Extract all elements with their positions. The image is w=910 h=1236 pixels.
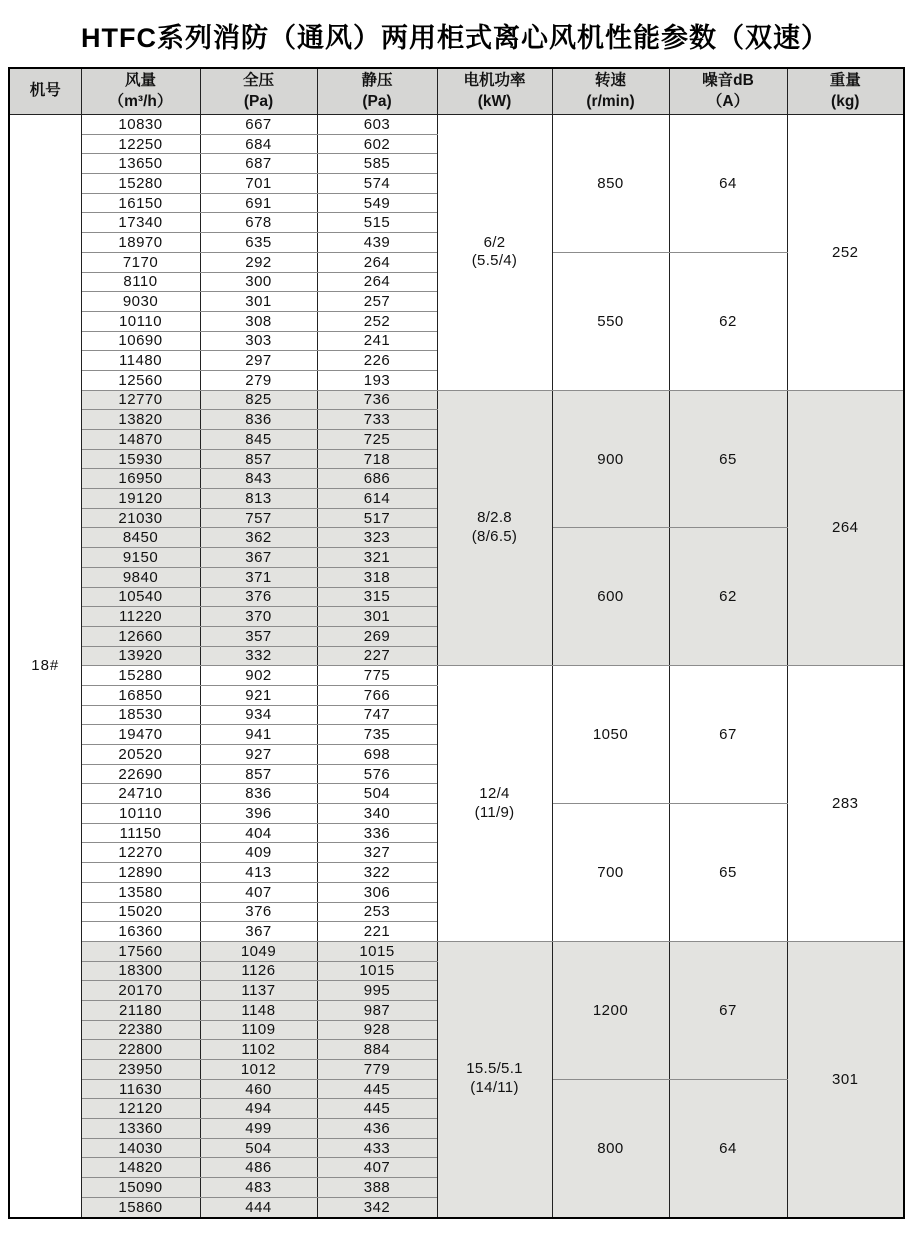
power-cell <box>437 666 552 942</box>
noise-cell: 65 <box>669 804 787 942</box>
flow-cell: 11630 <box>81 1079 200 1099</box>
flow-cell: 15090 <box>81 1178 200 1198</box>
flow-cell: 7170 <box>81 252 200 272</box>
total-pressure-cell: 691 <box>200 193 317 213</box>
flow-cell: 19120 <box>81 489 200 509</box>
flow-cell: 12560 <box>81 370 200 390</box>
total-pressure-cell: 371 <box>200 567 317 587</box>
static-pressure-cell: 221 <box>317 922 437 942</box>
static-pressure-cell: 264 <box>317 252 437 272</box>
flow-cell: 10690 <box>81 331 200 351</box>
flow-cell: 10540 <box>81 587 200 607</box>
total-pressure-cell: 494 <box>200 1099 317 1119</box>
flow-cell: 12250 <box>81 134 200 154</box>
total-pressure-cell: 357 <box>200 626 317 646</box>
static-pressure-cell: 306 <box>317 882 437 902</box>
header-line2: （m³/h） <box>108 92 173 110</box>
flow-cell: 20170 <box>81 981 200 1001</box>
total-pressure-cell: 486 <box>200 1158 317 1178</box>
flow-cell: 24710 <box>81 784 200 804</box>
table-row <box>9 115 904 135</box>
total-pressure-cell: 757 <box>200 508 317 528</box>
flow-cell: 12660 <box>81 626 200 646</box>
noise-cell: 65 <box>669 390 787 528</box>
flow-cell: 11150 <box>81 823 200 843</box>
flow-cell: 8110 <box>81 272 200 292</box>
table-row <box>9 941 904 961</box>
total-pressure-cell: 1109 <box>200 1020 317 1040</box>
page-title: HTFC系列消防（通风）两用柜式离心风机性能参数（双速） <box>81 23 829 53</box>
noise-cell: 64 <box>669 115 787 253</box>
noise-cell: 67 <box>669 941 787 1079</box>
flow-cell: 22800 <box>81 1040 200 1060</box>
static-pressure-cell: 928 <box>317 1020 437 1040</box>
total-pressure-cell: 483 <box>200 1178 317 1198</box>
flow-cell: 12270 <box>81 843 200 863</box>
static-pressure-cell: 269 <box>317 626 437 646</box>
static-pressure-cell: 227 <box>317 646 437 666</box>
total-pressure-cell: 409 <box>200 843 317 863</box>
static-pressure-cell: 321 <box>317 548 437 568</box>
total-pressure-cell: 934 <box>200 705 317 725</box>
total-pressure-cell: 367 <box>200 922 317 942</box>
static-pressure-cell: 340 <box>317 804 437 824</box>
static-pressure-cell: 733 <box>317 410 437 430</box>
total-pressure-cell: 921 <box>200 685 317 705</box>
static-pressure-cell: 504 <box>317 784 437 804</box>
machine-no-cell: 18# <box>9 115 81 1218</box>
total-pressure-cell: 902 <box>200 666 317 686</box>
flow-cell: 13360 <box>81 1119 200 1139</box>
static-pressure-cell: 315 <box>317 587 437 607</box>
flow-cell: 10110 <box>81 311 200 331</box>
total-pressure-cell: 1126 <box>200 961 317 981</box>
weight-cell: 252 <box>787 115 904 391</box>
total-pressure-cell: 301 <box>200 292 317 312</box>
speed-cell: 1050 <box>552 666 669 804</box>
speed-cell: 700 <box>552 804 669 942</box>
static-pressure-cell: 515 <box>317 213 437 233</box>
header-line1: 转速 <box>594 72 626 90</box>
flow-cell: 12890 <box>81 863 200 883</box>
total-pressure-cell: 857 <box>200 764 317 784</box>
flow-cell: 20520 <box>81 745 200 765</box>
speed-cell: 850 <box>552 115 669 253</box>
weight-cell: 264 <box>787 390 904 666</box>
spec-table <box>8 67 905 1219</box>
flow-cell: 16950 <box>81 469 200 489</box>
static-pressure-cell: 253 <box>317 902 437 922</box>
flow-cell: 8450 <box>81 528 200 548</box>
header-line2: (Pa) <box>243 92 274 110</box>
noise-cell: 67 <box>669 666 787 804</box>
total-pressure-cell: 308 <box>200 311 317 331</box>
power-sub-value: (5.5/4) <box>471 252 518 270</box>
header-machine-no <box>9 68 81 115</box>
total-pressure-cell: 499 <box>200 1119 317 1139</box>
flow-cell: 13650 <box>81 154 200 174</box>
total-pressure-cell: 297 <box>200 351 317 371</box>
header-line2: (r/min) <box>586 92 635 110</box>
flow-cell: 10830 <box>81 115 200 135</box>
static-pressure-cell: 336 <box>317 823 437 843</box>
flow-cell: 14820 <box>81 1158 200 1178</box>
total-pressure-cell: 1148 <box>200 1000 317 1020</box>
total-pressure-cell: 843 <box>200 469 317 489</box>
total-pressure-cell: 684 <box>200 134 317 154</box>
header-static-pressure <box>317 68 437 115</box>
total-pressure-cell: 396 <box>200 804 317 824</box>
noise-cell: 64 <box>669 1079 787 1217</box>
static-pressure-cell: 264 <box>317 272 437 292</box>
flow-cell: 17340 <box>81 213 200 233</box>
header-line1: 噪音dB <box>702 72 754 90</box>
header-line2: （A） <box>706 92 750 110</box>
header-total-pressure <box>200 68 317 115</box>
power-value: 12/4 <box>479 784 510 802</box>
total-pressure-cell: 407 <box>200 882 317 902</box>
flow-cell: 13920 <box>81 646 200 666</box>
flow-cell: 19470 <box>81 725 200 745</box>
static-pressure-cell: 735 <box>317 725 437 745</box>
total-pressure-cell: 845 <box>200 430 317 450</box>
total-pressure-cell: 300 <box>200 272 317 292</box>
static-pressure-cell: 585 <box>317 154 437 174</box>
static-pressure-cell: 766 <box>317 685 437 705</box>
header-line2: (kg) <box>831 92 860 110</box>
total-pressure-cell: 857 <box>200 449 317 469</box>
static-pressure-cell: 995 <box>317 981 437 1001</box>
total-pressure-cell: 279 <box>200 370 317 390</box>
static-pressure-cell: 736 <box>317 390 437 410</box>
power-value: 8/2.8 <box>477 509 512 527</box>
static-pressure-cell: 1015 <box>317 941 437 961</box>
static-pressure-cell: 602 <box>317 134 437 154</box>
flow-cell: 9150 <box>81 548 200 568</box>
static-pressure-cell: 698 <box>317 745 437 765</box>
flow-cell: 18530 <box>81 705 200 725</box>
static-pressure-cell: 725 <box>317 430 437 450</box>
static-pressure-cell: 987 <box>317 1000 437 1020</box>
flow-cell: 16360 <box>81 922 200 942</box>
flow-cell: 22380 <box>81 1020 200 1040</box>
flow-cell: 14030 <box>81 1138 200 1158</box>
static-pressure-cell: 775 <box>317 666 437 686</box>
total-pressure-cell: 332 <box>200 646 317 666</box>
header-line1: 静压 <box>361 72 393 90</box>
static-pressure-cell: 257 <box>317 292 437 312</box>
total-pressure-cell: 941 <box>200 725 317 745</box>
total-pressure-cell: 1012 <box>200 1060 317 1080</box>
power-sub-value: (8/6.5) <box>471 527 518 545</box>
flow-cell: 9840 <box>81 567 200 587</box>
static-pressure-cell: 226 <box>317 351 437 371</box>
total-pressure-cell: 303 <box>200 331 317 351</box>
flow-cell: 15280 <box>81 666 200 686</box>
flow-cell: 21030 <box>81 508 200 528</box>
header-noise <box>669 68 787 115</box>
header-line1: 全压 <box>242 72 274 90</box>
noise-cell: 62 <box>669 528 787 666</box>
total-pressure-cell: 1102 <box>200 1040 317 1060</box>
static-pressure-cell: 318 <box>317 567 437 587</box>
static-pressure-cell: 884 <box>317 1040 437 1060</box>
total-pressure-cell: 667 <box>200 115 317 135</box>
static-pressure-cell: 445 <box>317 1099 437 1119</box>
total-pressure-cell: 367 <box>200 548 317 568</box>
static-pressure-cell: 327 <box>317 843 437 863</box>
flow-cell: 15280 <box>81 174 200 194</box>
header-line1: 风量 <box>124 72 156 90</box>
total-pressure-cell: 927 <box>200 745 317 765</box>
total-pressure-cell: 362 <box>200 528 317 548</box>
static-pressure-cell: 439 <box>317 233 437 253</box>
static-pressure-cell: 193 <box>317 370 437 390</box>
static-pressure-cell: 517 <box>317 508 437 528</box>
header-line2: (Pa) <box>362 92 392 110</box>
speed-cell: 900 <box>552 390 669 528</box>
total-pressure-cell: 836 <box>200 784 317 804</box>
flow-cell: 12770 <box>81 390 200 410</box>
static-pressure-cell: 686 <box>317 469 437 489</box>
static-pressure-cell: 549 <box>317 193 437 213</box>
table-row <box>9 666 904 686</box>
flow-cell: 16850 <box>81 685 200 705</box>
total-pressure-cell: 836 <box>200 410 317 430</box>
power-cell <box>437 115 552 391</box>
power-value: 15.5/5.1 <box>466 1060 523 1078</box>
flow-cell: 15860 <box>81 1197 200 1217</box>
flow-cell: 15930 <box>81 449 200 469</box>
header-line1: 重量 <box>829 72 861 90</box>
static-pressure-cell: 779 <box>317 1060 437 1080</box>
total-pressure-cell: 444 <box>200 1197 317 1217</box>
header-flow <box>81 68 200 115</box>
static-pressure-cell: 241 <box>317 331 437 351</box>
flow-cell: 14870 <box>81 430 200 450</box>
header-motor-power <box>437 68 552 115</box>
static-pressure-cell: 407 <box>317 1158 437 1178</box>
total-pressure-cell: 813 <box>200 489 317 509</box>
header-line2: (kW) <box>477 92 512 110</box>
power-sub-value: (14/11) <box>470 1079 519 1097</box>
flow-cell: 15020 <box>81 902 200 922</box>
static-pressure-cell: 436 <box>317 1119 437 1139</box>
speed-cell: 1200 <box>552 941 669 1079</box>
flow-cell: 23950 <box>81 1060 200 1080</box>
static-pressure-cell: 445 <box>317 1079 437 1099</box>
total-pressure-cell: 1137 <box>200 981 317 1001</box>
flow-cell: 18300 <box>81 961 200 981</box>
total-pressure-cell: 376 <box>200 902 317 922</box>
flow-cell: 11480 <box>81 351 200 371</box>
static-pressure-cell: 1015 <box>317 961 437 981</box>
flow-cell: 13820 <box>81 410 200 430</box>
power-value: 6/2 <box>483 233 506 251</box>
static-pressure-cell: 747 <box>317 705 437 725</box>
flow-cell: 22690 <box>81 764 200 784</box>
power-cell <box>437 941 552 1217</box>
weight-cell: 301 <box>787 941 904 1217</box>
total-pressure-cell: 504 <box>200 1138 317 1158</box>
static-pressure-cell: 576 <box>317 764 437 784</box>
header-line1: 机号 <box>29 82 61 100</box>
flow-cell: 16150 <box>81 193 200 213</box>
total-pressure-cell: 825 <box>200 390 317 410</box>
speed-cell: 800 <box>552 1079 669 1217</box>
flow-cell: 17560 <box>81 941 200 961</box>
total-pressure-cell: 292 <box>200 252 317 272</box>
total-pressure-cell: 370 <box>200 607 317 627</box>
flow-cell: 12120 <box>81 1099 200 1119</box>
header-row <box>9 68 904 115</box>
static-pressure-cell: 252 <box>317 311 437 331</box>
noise-cell: 62 <box>669 252 787 390</box>
static-pressure-cell: 574 <box>317 174 437 194</box>
total-pressure-cell: 687 <box>200 154 317 174</box>
header-speed <box>552 68 669 115</box>
flow-cell: 18970 <box>81 233 200 253</box>
flow-cell: 10110 <box>81 804 200 824</box>
total-pressure-cell: 404 <box>200 823 317 843</box>
total-pressure-cell: 701 <box>200 174 317 194</box>
static-pressure-cell: 301 <box>317 607 437 627</box>
speed-cell: 600 <box>552 528 669 666</box>
static-pressure-cell: 323 <box>317 528 437 548</box>
total-pressure-cell: 1049 <box>200 941 317 961</box>
flow-cell: 11220 <box>81 607 200 627</box>
power-cell <box>437 390 552 666</box>
header-weight <box>787 68 904 115</box>
total-pressure-cell: 460 <box>200 1079 317 1099</box>
static-pressure-cell: 603 <box>317 115 437 135</box>
static-pressure-cell: 388 <box>317 1178 437 1198</box>
speed-cell: 550 <box>552 252 669 390</box>
weight-cell: 283 <box>787 666 904 942</box>
flow-cell: 21180 <box>81 1000 200 1020</box>
static-pressure-cell: 718 <box>317 449 437 469</box>
power-sub-value: (11/9) <box>474 803 515 821</box>
static-pressure-cell: 342 <box>317 1197 437 1217</box>
static-pressure-cell: 614 <box>317 489 437 509</box>
table-row <box>9 390 904 410</box>
flow-cell: 9030 <box>81 292 200 312</box>
total-pressure-cell: 376 <box>200 587 317 607</box>
header-line1: 电机功率 <box>463 72 526 90</box>
total-pressure-cell: 413 <box>200 863 317 883</box>
flow-cell: 13580 <box>81 882 200 902</box>
static-pressure-cell: 433 <box>317 1138 437 1158</box>
total-pressure-cell: 678 <box>200 213 317 233</box>
static-pressure-cell: 322 <box>317 863 437 883</box>
total-pressure-cell: 635 <box>200 233 317 253</box>
